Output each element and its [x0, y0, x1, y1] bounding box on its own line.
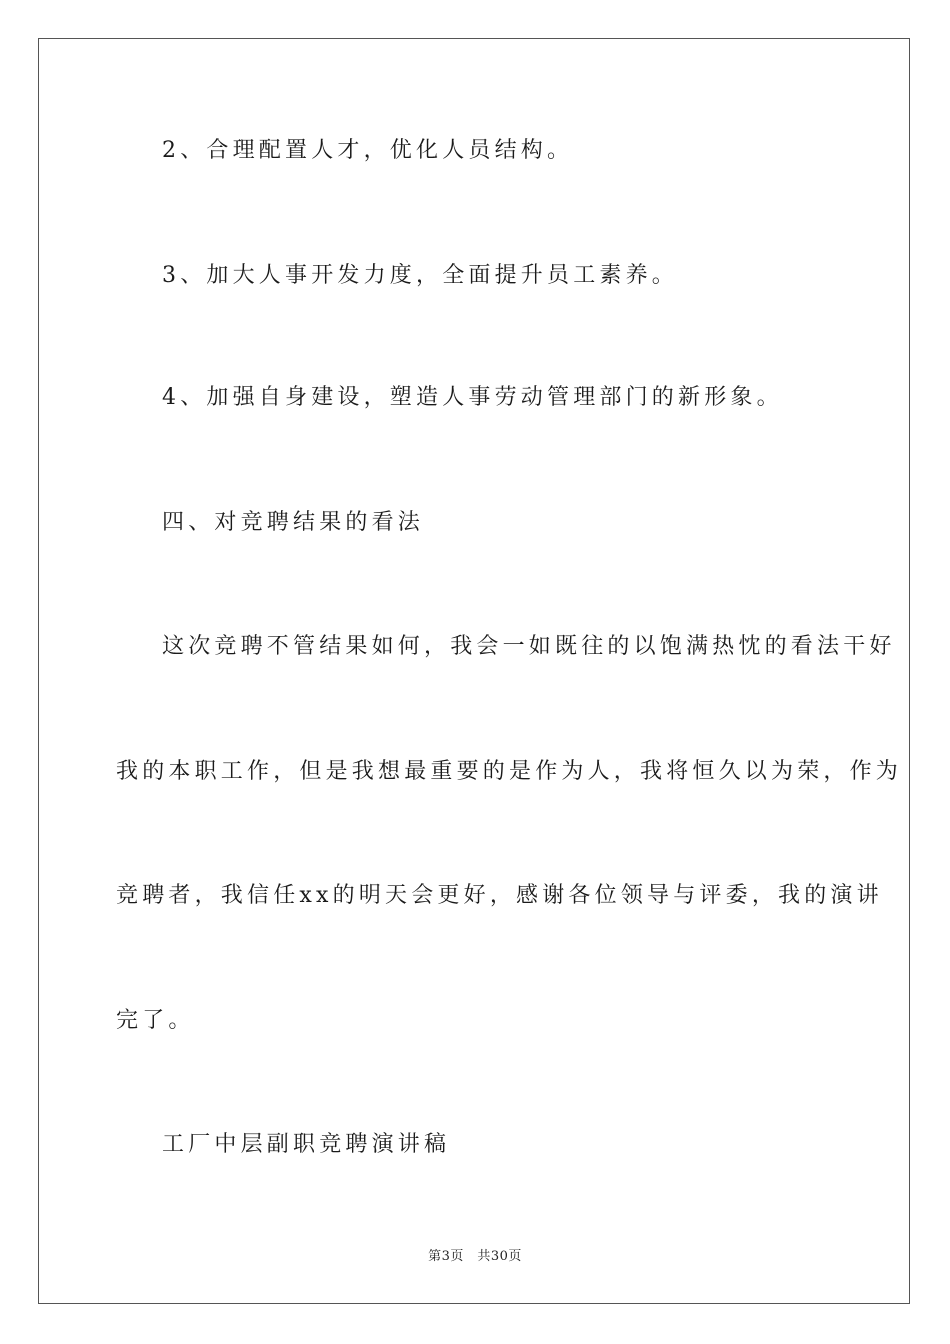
paragraph-line-4: 完了。 — [116, 1008, 195, 1033]
document-title: 工厂中层副职竞聘演讲稿 — [162, 1132, 451, 1157]
list-item-3: 3、加大人事开发力度，全面提升员工素养。 — [162, 263, 678, 288]
paragraph-line-3: 竞聘者，我信任xx的明天会更好，感谢各位领导与评委，我的演讲 — [116, 883, 883, 908]
page-frame — [38, 38, 910, 1304]
list-item-4: 4、加强自身建设，塑造人事劳动管理部门的新形象。 — [162, 385, 783, 410]
page-number-footer: 第3页 共30页 — [428, 1249, 522, 1264]
list-item-2: 2、合理配置人才，优化人员结构。 — [162, 138, 574, 163]
paragraph-line-1: 这次竞聘不管结果如何，我会一如既往的以饱满热忱的看法干好 — [162, 634, 896, 659]
section-heading-4: 四、对竞聘结果的看法 — [162, 510, 425, 535]
paragraph-line-2: 我的本职工作，但是我想最重要的是作为人，我将恒久以为荣，作为 — [116, 759, 903, 784]
